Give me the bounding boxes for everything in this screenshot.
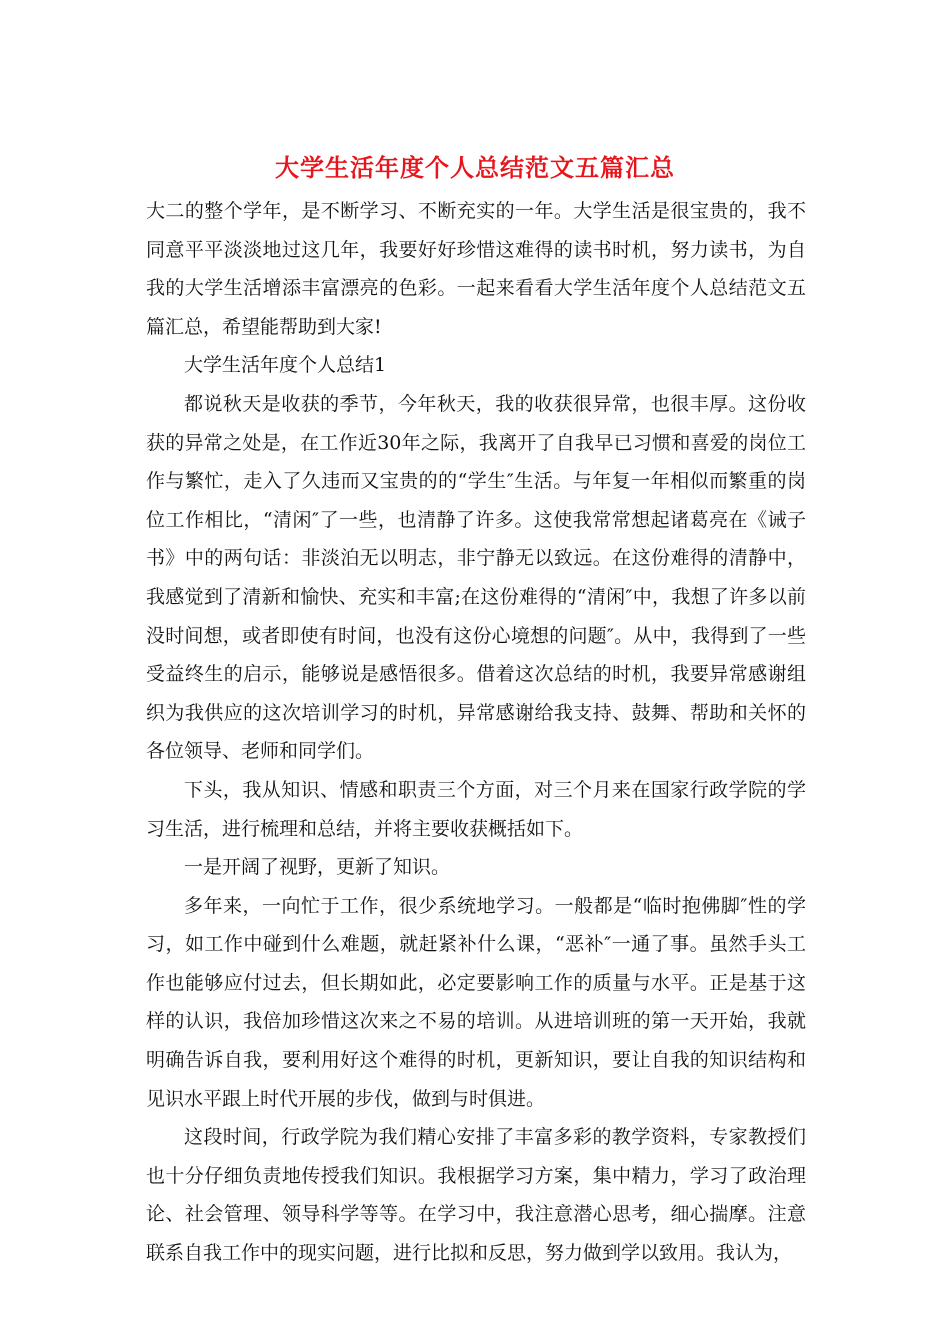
document-body [146, 192, 806, 1273]
body-paragraph: 多年来，一向忙于工作，很少系统地学习。一般都是“临时抱佛脚″性的学习，如工作中碰到什么难题，就赶紧补什么课，“恶补″一通了事。虽然手头工作也能够应付过去，但长期如此，必定要影响工作的质量与水平。正是基于这样的认识，我倍加珍惜这次来之不易的培训。从进培训班的第一天开始，我就明确告诉自我，要利用好这个难得的时机，更新知识，要让自我的知识结构和见识水平跟上时代开展的步伐，做到与时俱进。 [146, 894, 806, 1110]
document-title: 大学生活年度个人总结范文五篇汇总 [275, 153, 675, 182]
body-paragraph: 都说秋天是收获的季节，今年秋天，我的收获很异常，也很丰厚。这份收获的异常之处是，在工作近30年之际，我离开了自我早已习惯和喜爱的岗位工作与繁忙，走入了久违而又宝贵的的“学生″生活。与年复一年相似而繁重的岗位工作相比，“清闲″了一些，也清静了许多。这使我常常想起诸葛亮在《诫子书》中的两句话：非淡泊无以明志，非宁静无以致远。在这份难得的清静中，我感觉到了清新和愉快、充实和丰富;在这份难得的“清闲″中，我想了许多以前没时间想，或者即使有时间，也没有这份心境想的问题″。从中，我得到了一些受益终生的启示，能够说是感悟很多。借着这次总结的时机，我要异常感谢组织为我供应的这次培训学习的时机，异常感谢给我支持、鼓舞、帮助和关怀的各位领导、老师和同学们。 [146, 392, 806, 763]
sub-heading: 一是开阔了视野，更新了知识。 [184, 856, 451, 879]
body-paragraph: 这段时间，行政学院为我们精心安排了丰富多彩的教学资料，专家教授们也十分仔细负责地传授我们知识。我根据学习方案，集中精力，学习了政治理论、社会管理、领导科学等等。在学习中，我注意潜心思考，细心揣摩。注意联系自我工作中的现实问题，进行比拟和反思，努力做到学以致用。我认为， [146, 1126, 806, 1265]
section-heading: 大学生活年度个人总结1 [184, 354, 387, 377]
intro-paragraph: 大二的整个学年，是不断学习、不断充实的一年。大学生活是很宝贵的，我不同意平平淡淡地过这几年，我要好好珍惜这难得的读书时机，努力读书，为自我的大学生活增添丰富漂亮的色彩。一起来看看大学生活年度个人总结范文五篇汇总，希望能帮助到大家! [146, 200, 806, 338]
body-paragraph: 下头，我从知识、情感和职责三个方面，对三个月来在国家行政学院的学习生活，进行梳理和总结，并将主要收获概括如下。 [146, 778, 806, 840]
